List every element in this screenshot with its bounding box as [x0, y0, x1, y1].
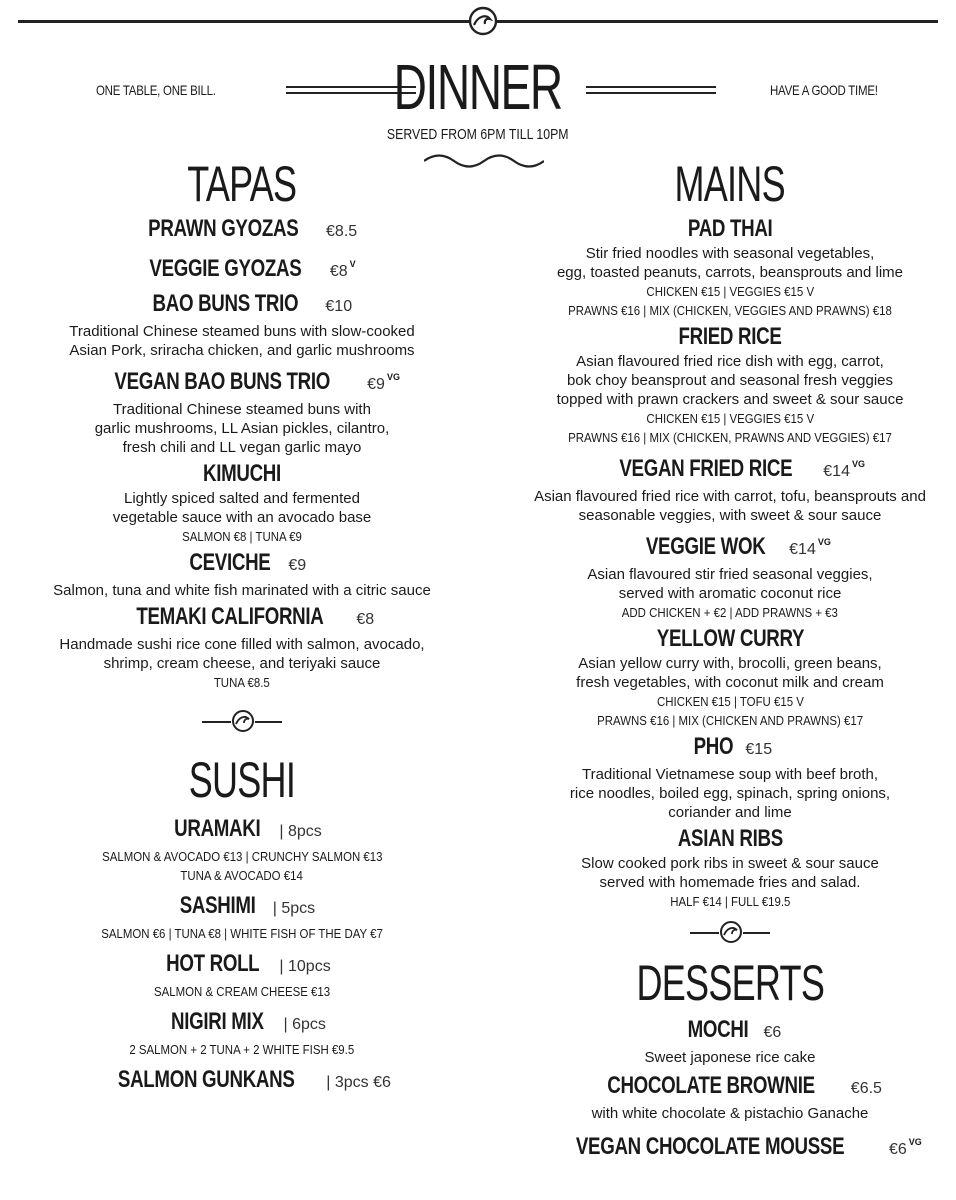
item-description: Asian flavoured fried rice with carrot, tofu, beansprouts and	[534, 488, 926, 505]
item-name-row	[502, 624, 956, 654]
item-description: Stir fried noodles with seasonal vegetables,	[585, 245, 875, 262]
item-description: served with aromatic coconut rice	[618, 585, 842, 602]
item-name-row	[502, 824, 956, 854]
menu-item	[18, 1065, 466, 1098]
item-name-row	[502, 1127, 956, 1165]
item-description: Traditional Vietnamese soup with beef broth,	[581, 766, 878, 783]
item-option	[502, 282, 956, 301]
item-name: VEGAN BAO BUNS TRIO	[114, 368, 331, 395]
diet-tag: VG	[817, 537, 831, 547]
item-name: VEGAN CHOCOLATE MOUSSE	[576, 1133, 845, 1160]
item-price: €14	[789, 541, 816, 558]
menu-title: DINNER	[393, 51, 563, 123]
item-option-text: ADD CHICKEN + €2 | ADD PRAWNS + €3	[621, 605, 839, 620]
desserts-list	[502, 1015, 956, 1165]
item-option-text: CHICKEN €15 | VEGGIES €15 V	[646, 411, 814, 426]
item-name: VEGGIE GYOZAS	[149, 255, 302, 282]
item-option-text: TUNA €8.5	[214, 675, 270, 690]
item-option	[18, 527, 466, 546]
item-name-row	[18, 548, 466, 581]
item-option-text: SALMON €8 | TUNA €9	[182, 529, 302, 544]
item-description: egg, toasted peanuts, carrots, beansprouts and lime	[556, 264, 904, 281]
item-name: URAMAKI	[174, 815, 261, 842]
item-description: vegetable sauce with an avocado base	[112, 509, 372, 526]
item-price: | 8pcs	[279, 823, 322, 840]
item-price: €6.5	[850, 1080, 882, 1097]
menu-item	[502, 214, 956, 320]
item-description: bok choy beansprout and seasonal fresh veggies	[566, 372, 894, 389]
item-description: Sweet japonese rice cake	[644, 1049, 816, 1066]
item-price: | 5pcs	[272, 900, 316, 917]
item-option	[18, 673, 466, 692]
item-option-text: 2 SALMON + 2 TUNA + 2 WHITE FISH €9.5	[129, 1042, 355, 1057]
item-name-row	[18, 1007, 466, 1040]
item-option	[502, 711, 956, 730]
item-description: topped with prawn crackers and sweet & sour sauce	[556, 391, 904, 408]
item-name-row	[18, 949, 466, 982]
item-price: €9	[367, 376, 385, 393]
menu-item	[18, 602, 466, 692]
item-name-row	[18, 1065, 466, 1098]
item-description: coriander and lime	[668, 804, 792, 821]
menu-item	[18, 289, 466, 360]
item-name: SASHIMI	[179, 892, 256, 919]
item-description: Slow cooked pork ribs in sweet & sour sauce	[581, 855, 879, 872]
item-option-text: SALMON €6 | TUNA €8 | WHITE FISH OF THE DAY €7	[101, 926, 383, 941]
item-name: PRAWN GYOZAS	[147, 215, 299, 242]
item-price: €10	[325, 298, 353, 315]
right-column	[502, 156, 956, 1165]
item-name-row	[502, 1071, 956, 1104]
item-description: rice noodles, boiled egg, spinach, spring onions,	[569, 785, 891, 802]
item-name: FRIED RICE	[678, 323, 782, 350]
item-price: | 3pcs €6	[326, 1074, 391, 1091]
item-option-text: SALMON & AVOCADO €13 | CRUNCHY SALMON €13	[101, 849, 383, 864]
item-name-row	[18, 891, 466, 924]
diet-tag: VG	[386, 372, 400, 382]
item-option	[502, 892, 956, 911]
item-description: Asian yellow curry with, brocolli, green beans,	[578, 655, 882, 672]
diet-tag: V	[349, 259, 356, 269]
item-name-row	[502, 1015, 956, 1048]
item-option	[18, 1040, 466, 1059]
item-price: €8	[329, 263, 348, 280]
item-name-row	[502, 322, 956, 352]
item-name: KIMUCHI	[203, 460, 281, 487]
item-name: ASIAN RIBS	[677, 825, 783, 852]
menu-item	[502, 732, 956, 822]
item-option	[502, 692, 956, 711]
item-description: Traditional Chinese steamed buns with slow-cooked	[69, 323, 415, 340]
menu-item	[18, 1007, 466, 1059]
item-option-text: PRAWNS €16 | MIX (CHICKEN AND PRAWNS) €17	[597, 713, 863, 728]
item-price: | 6pcs	[283, 1016, 326, 1033]
item-name: TEMAKI CALIFORNIA	[136, 603, 324, 630]
item-price: €6	[888, 1141, 907, 1158]
item-name: CEVICHE	[189, 549, 271, 576]
item-description: Salmon, tuna and white fish marinated with a citric sauce	[53, 582, 431, 599]
item-option-text: TUNA & AVOCADO €14	[180, 868, 304, 883]
item-name-row	[18, 214, 466, 247]
menu-item	[18, 891, 466, 943]
menu-item	[18, 249, 466, 287]
item-name-row	[502, 527, 956, 565]
item-name: PHO	[693, 733, 734, 760]
item-name-row	[18, 362, 466, 400]
item-name: PAD THAI	[687, 215, 773, 242]
item-price: €15	[745, 741, 773, 758]
item-name-row	[502, 449, 956, 487]
section-divider	[202, 708, 282, 736]
sushi-list	[18, 814, 466, 1098]
section-title-tapas: TAPAS	[187, 156, 297, 212]
item-description: Asian Pork, sriracha chicken, and garlic mushrooms	[69, 342, 415, 359]
diet-tag: VG	[851, 459, 865, 469]
item-name: VEGGIE WOK	[645, 533, 766, 560]
mains-list	[502, 214, 956, 911]
item-price: €6	[763, 1024, 782, 1041]
item-name: VEGAN FRIED RICE	[619, 455, 793, 482]
item-option-text: CHICKEN €15 | VEGGIES €15 V	[646, 284, 814, 299]
item-option	[502, 301, 956, 320]
item-name: YELLOW CURRY	[656, 625, 804, 652]
item-price: €8.5	[326, 223, 358, 240]
menu-item	[18, 362, 466, 457]
item-price: €14	[823, 463, 850, 480]
item-option	[18, 982, 466, 1001]
item-description: Traditional Chinese steamed buns with	[113, 401, 371, 418]
menu-item	[502, 1127, 956, 1165]
item-description: seasonable veggies, with sweet & sour sauce	[578, 507, 882, 524]
item-name: CHOCOLATE BROWNIE	[607, 1072, 815, 1099]
menu-item	[502, 527, 956, 622]
item-option-text: SALMON & CREAM CHEESE €13	[153, 984, 331, 999]
item-description: with white chocolate & pistachio Ganache	[591, 1105, 869, 1122]
menu-item	[502, 1071, 956, 1123]
item-description: shrimp, cream cheese, and teriyaki sauce	[103, 655, 381, 672]
menu-item	[18, 814, 466, 885]
item-name-row	[18, 249, 466, 287]
wave-logo-icon	[468, 6, 498, 36]
item-description: garlic mushrooms, LL Asian pickles, cilantro,	[94, 420, 390, 437]
item-option-text: HALF €14 | FULL €19.5	[669, 894, 791, 909]
item-description: fresh chili and LL vegan garlic mayo	[122, 439, 362, 456]
right-note: HAVE A GOOD TIME!	[770, 82, 878, 98]
menu-item	[502, 1015, 956, 1067]
item-description: fresh vegetables, with coconut milk and cream	[576, 674, 884, 691]
section-title-mains: MAINS	[674, 156, 786, 212]
item-description: Lightly spiced salted and fermented	[124, 490, 360, 507]
item-name: MOCHI	[687, 1016, 749, 1043]
item-name-row	[18, 459, 466, 489]
item-option-text: PRAWNS €16 | MIX (CHICKEN, PRAWNS AND VEGGIES) €17	[568, 430, 892, 445]
item-option	[18, 924, 466, 943]
diet-tag: VG	[908, 1137, 922, 1147]
item-name-row	[18, 602, 466, 635]
item-name-row	[502, 732, 956, 765]
item-option	[502, 409, 956, 428]
item-option	[18, 847, 466, 866]
item-option-text: CHICKEN €15 | TOFU €15 V	[656, 694, 804, 709]
item-price: €8	[356, 611, 375, 628]
menu-item	[18, 949, 466, 1001]
item-name: SALMON GUNKANS	[118, 1066, 295, 1093]
section-title-sushi: SUSHI	[188, 752, 296, 808]
menu-item	[18, 214, 466, 247]
menu-item	[502, 624, 956, 730]
menu-item	[18, 459, 466, 546]
item-option-text: PRAWNS €16 | MIX (CHICKEN, VEGGIES AND PRAWNS) €18	[568, 303, 892, 318]
menu-item	[502, 449, 956, 525]
item-price: | 10pcs	[279, 958, 331, 975]
wave-logo-icon	[231, 708, 255, 734]
item-name: NIGIRI MIX	[171, 1008, 264, 1035]
item-name: HOT ROLL	[166, 950, 260, 977]
left-note: ONE TABLE, ONE BILL.	[96, 82, 216, 98]
item-price: €9	[288, 557, 307, 574]
item-description: Asian flavoured stir fried seasonal veggies,	[587, 566, 873, 583]
item-name-row	[18, 814, 466, 847]
item-name-row	[18, 289, 466, 322]
menu-item	[502, 824, 956, 911]
served-hours: SERVED FROM 6PM TILL 10PM	[387, 126, 569, 143]
section-title-desserts: DESSERTS	[636, 955, 824, 1011]
item-name: BAO BUNS TRIO	[152, 290, 299, 317]
item-option	[502, 603, 956, 622]
left-column	[18, 156, 466, 1098]
wave-logo-icon	[719, 919, 743, 945]
item-option	[18, 866, 466, 885]
section-divider	[690, 919, 770, 947]
menu-item	[502, 322, 956, 447]
menu-item	[18, 548, 466, 600]
item-name-row	[502, 214, 956, 244]
right-double-line	[586, 86, 716, 94]
tapas-list	[18, 214, 466, 692]
item-description: Handmade sushi rice cone filled with salmon, avocado,	[59, 636, 425, 653]
item-option	[502, 428, 956, 447]
item-description: served with homemade fries and salad.	[599, 874, 861, 891]
item-description: Asian flavoured fried rice dish with egg, carrot,	[576, 353, 884, 370]
